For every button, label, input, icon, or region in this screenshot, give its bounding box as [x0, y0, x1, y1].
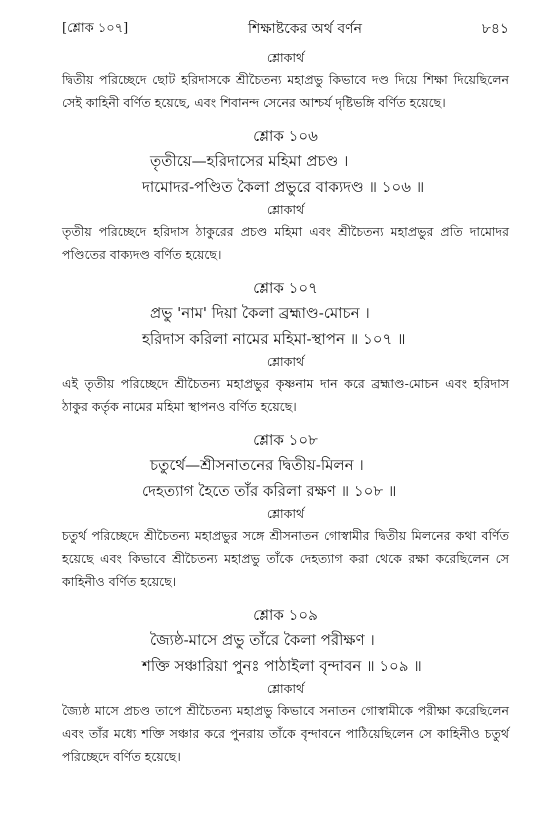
verse-line-1: জ্যৈষ্ঠ-মাসে প্রভু তাঁরে কৈলা পরীক্ষণ ।	[150, 631, 375, 649]
verse-line-2: শক্তি সঞ্চারিয়া পুনঃ পাঠাইলা বৃন্দাবন ॥ ১০৯ ॥	[142, 657, 422, 675]
sloka-heading: শ্লোক ১০৭	[253, 279, 318, 297]
sloka-block-106	[62, 124, 509, 266]
translation-block	[62, 48, 509, 114]
translation-text: এই তৃতীয় পরিচ্ছেদে শ্রীচৈতন্য মহাপ্রভুর কৃষ্ণনাম দান করে ব্রহ্মাণ্ড-মোচন এবং হরিদাস ঠাকুর কর্তৃক নামের মহিমা স্থাপনও বর্ণিত হয়েছে।	[62, 376, 509, 414]
sloka-block-109	[62, 603, 509, 768]
sloka-heading: শ্লোক ১০৮	[253, 431, 318, 449]
chapter-title: শিক্ষাষ্টকের অর্থ বর্ণন	[248, 21, 362, 37]
translation-label: শ্লোকার্থ	[266, 202, 305, 217]
sloka-block-107	[62, 276, 509, 418]
verse-line-1: তৃতীয়ে—হরিদাসের মহিমা প্রচণ্ড ।	[150, 152, 349, 170]
page-number: ৮৪১	[481, 21, 509, 37]
verse-line-1: চতুর্থে—শ্রীসনাতনের দ্বিতীয়-মিলন ।	[150, 456, 364, 474]
page-header	[62, 14, 509, 44]
translation-label: শ্লোকার্থ	[266, 681, 305, 696]
sloka-heading: শ্লোক ১০৬	[253, 127, 318, 145]
verse-line-2: দামোদর-পণ্ডিত কৈলা প্রভুরে বাক্যদণ্ড ॥ ১০৬ ॥	[142, 178, 425, 196]
sloka-heading: শ্লোক ১০৯	[253, 606, 318, 624]
translation-text: তৃতীয় পরিচ্ছেদে হরিদাস ঠাকুরের প্রচণ্ড মহিমা এবং শ্রীচৈতন্য মহাপ্রভুর প্রতি দামোদর পণ্ডিতের বাক্যদণ্ড বর্ণিত হয়েছে।	[62, 224, 509, 262]
verse-line-2: দেহত্যাগ হৈতে তাঁর করিলা রক্ষণ ॥ ১০৮ ॥	[142, 482, 397, 500]
verse-line-2: হরিদাস করিলা নামের মহিমা-স্থাপন ॥ ১০৭ ॥	[142, 330, 406, 348]
translation-text: জ্যৈষ্ঠ মাসে প্রচণ্ড তাপে শ্রীচৈতন্য মহাপ্রভু কিভাবে সনাতন গোস্বামীকে পরীক্ষা করেছিলেন এবং তাঁর মধ্যে শক্তি সঞ্চার করে পুনরায় তাঁকে বৃন্দাবনে পাঠিয়েছিলেন সে কাহিনীও চতুর্থ পরিচ্ছেদে বর্ণিত হয়েছে।	[62, 703, 509, 764]
translation-text: দ্বিতীয় পরিচ্ছেদে ছোট হরিদাসকে শ্রীচৈতন্য মহাপ্রভু কিভাবে দণ্ড দিয়ে শিক্ষা দিয়েছিলেন সেই কাহিনী বর্ণিত হয়েছে, এবং শিবানন্দ সেনের আশ্চর্য দৃষ্টিভঙ্গি বর্ণিত হয়েছে।	[62, 72, 509, 110]
sloka-block-108	[62, 428, 509, 593]
verse-line-1: প্রভু 'নাম' দিয়া কৈলা ব্রহ্মাণ্ড-মোচন ।	[150, 304, 370, 322]
page-content	[62, 48, 509, 772]
translation-label: শ্লোকার্থ	[266, 506, 305, 521]
translation-label: শ্লোকার্থ	[266, 354, 305, 369]
header-verse-ref: [শ্লোক ১০৭]	[62, 20, 129, 36]
translation-label: শ্লোকার্থ	[266, 50, 305, 65]
translation-text: চতুর্থ পরিচ্ছেদে শ্রীচৈতন্য মহাপ্রভুর সঙ্গে শ্রীসনাতন গোস্বামীর দ্বিতীয় মিলনের কথা বর্ণিত হয়েছে এবং কিভাবে শ্রীচৈতন্য মহাপ্রভু তাঁকে দেহত্যাগ করা থেকে রক্ষা করেছিলেন সে কাহিনীও বর্ণিত হয়েছে।	[62, 528, 509, 589]
